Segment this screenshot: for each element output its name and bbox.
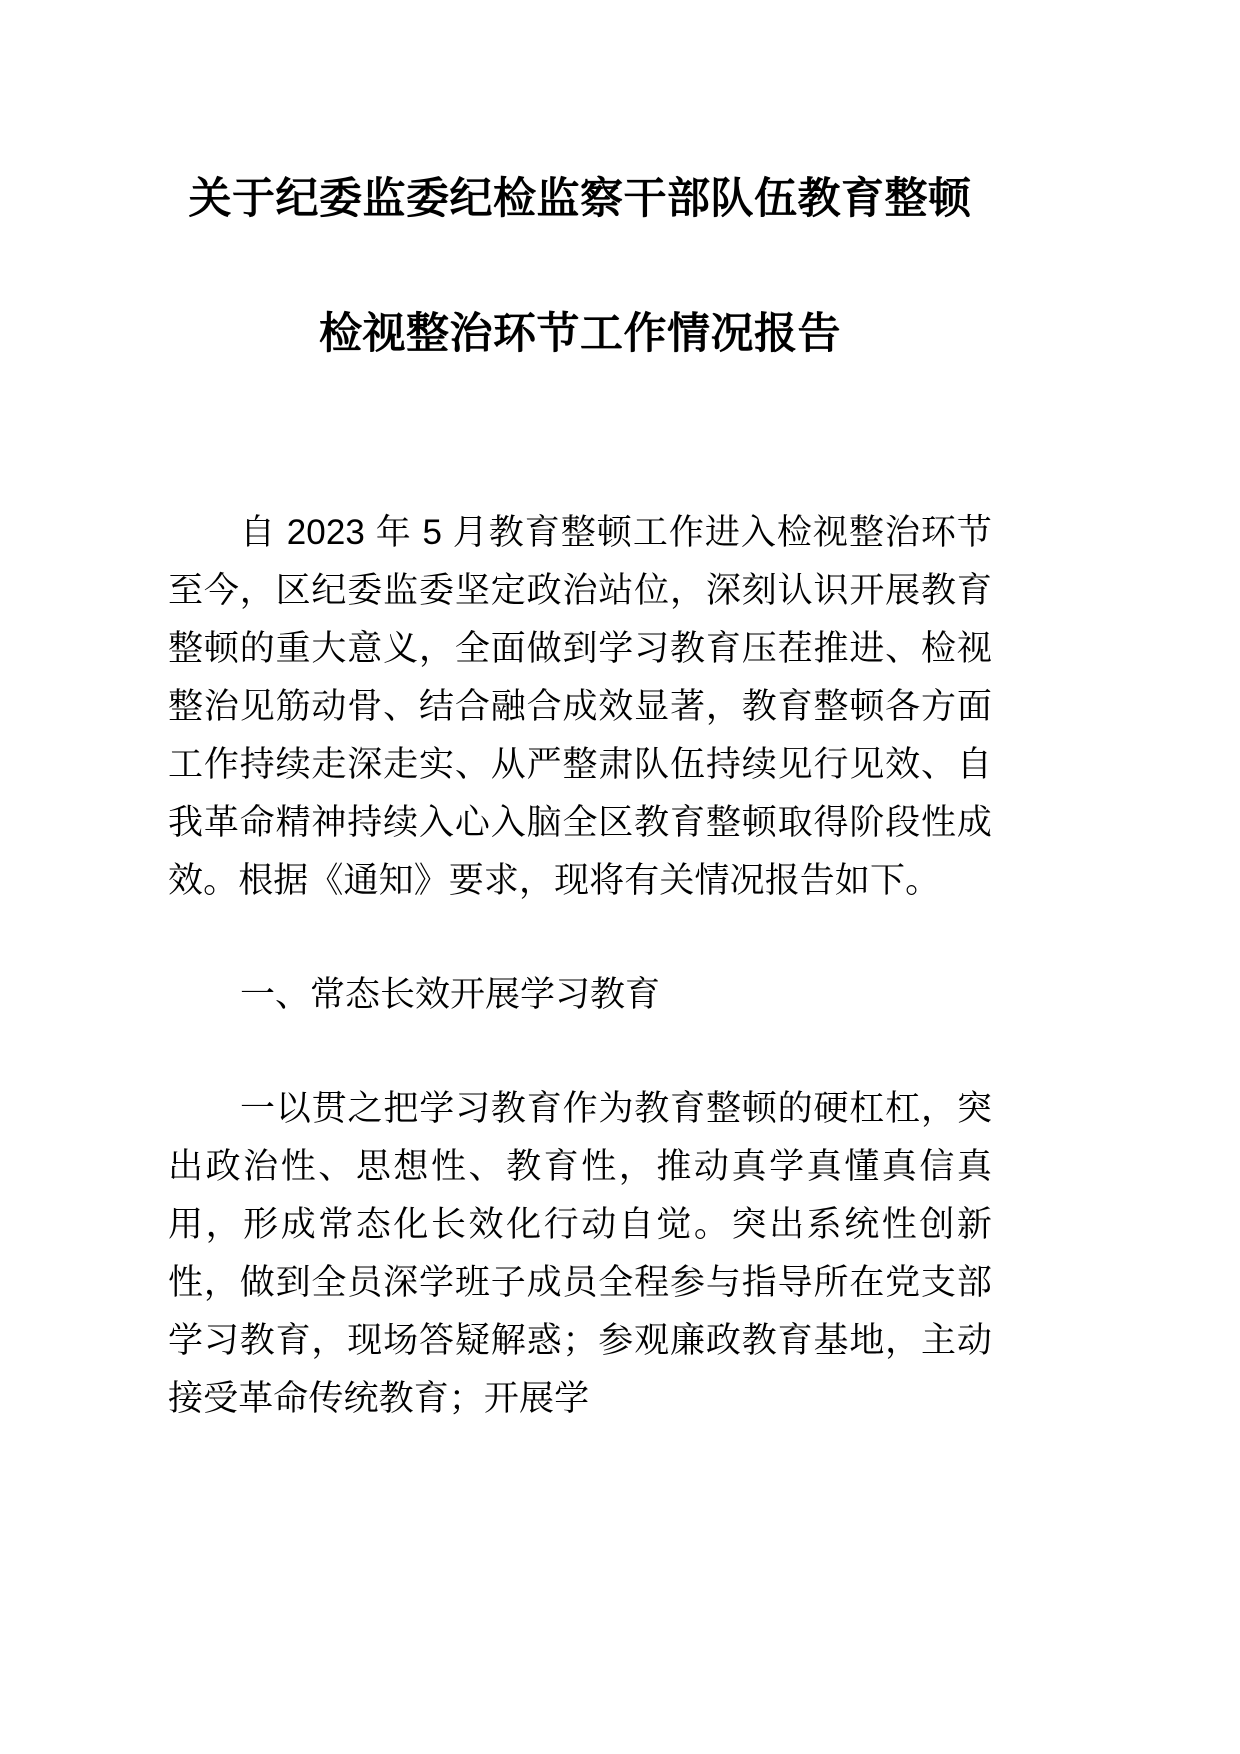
document-title-line-1: 关于纪委监委纪检监察干部队伍教育整顿 (188, 175, 972, 223)
paragraph-section-1-body: 一以贯之把学习教育作为教育整顿的硬杠杠，突出政治性、思想性、教育性，推动真学真懂真信真用，形成常态化长效化行动自觉。突出系统性创新性，做到全员深学班子成员全程参与指导所在党支部学习教育，现场答疑解惑；参观廉政教育基地，主动接受革命传统教育；开展学 (168, 1089, 992, 1418)
paragraph-intro: 自 2023 年 5 月教育整顿工作进入检视整治环节至今，区纪委监委坚定政治站位，深刻认识开展教育整顿的重大意义，全面做到学习教育压茬推进、检视整治见筋动骨、结合融合成效显著，教育整顿各方面工作持续走深走实、从严整肃队伍持续见行见效、自我革命精神持续入心入脑全区教育整顿取得阶段性成效。根据《通知》要求，现将有关情况报告如下。 (168, 513, 992, 900)
document-body (168, 356, 992, 1428)
document-content (168, 0, 992, 1428)
section-heading-1: 一、常态长效开展学习教育 (240, 975, 661, 1014)
document-title-line-2: 检视整治环节工作情况报告 (319, 310, 841, 358)
